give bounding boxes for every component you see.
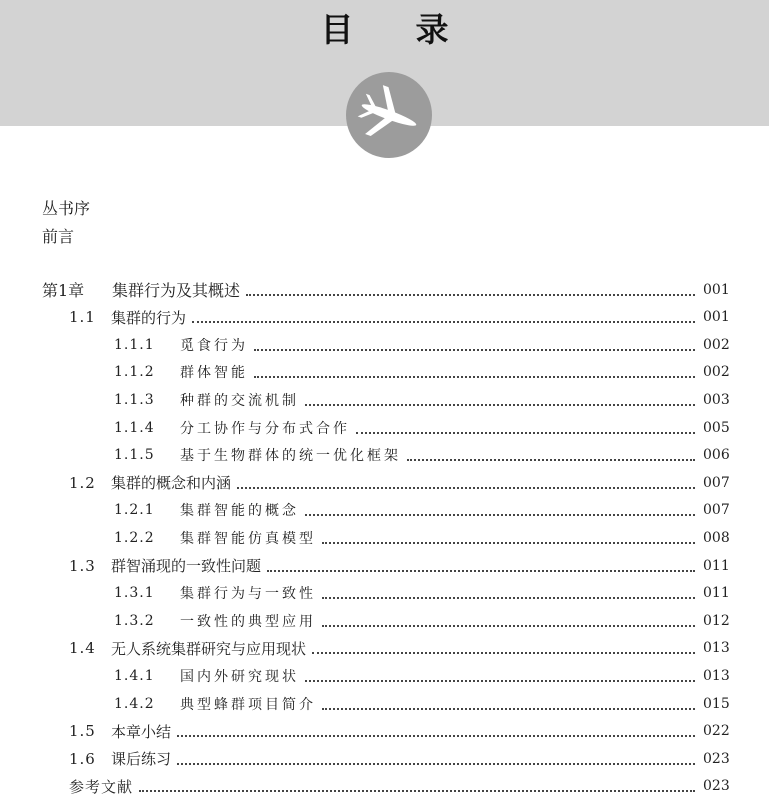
toc-entry-page: 012 (703, 612, 730, 629)
toc-entry-page: 006 (703, 447, 730, 464)
toc-entry-page: 005 (703, 419, 730, 436)
toc-entry-title[interactable]: 种群的交流机制 (180, 392, 299, 409)
toc-entry[interactable] (0, 607, 769, 634)
toc-entry[interactable] (0, 331, 769, 358)
toc-entry-number: 1.1.3 (114, 391, 155, 408)
toc-entry[interactable] (0, 359, 769, 386)
toc-entry-title[interactable]: 本章小结 (111, 722, 172, 741)
toc-entry[interactable] (0, 469, 769, 496)
toc-entry-page: 011 (703, 585, 730, 602)
toc-entry-number: 1.1.2 (114, 364, 155, 381)
toc-entry-page: 001 (703, 309, 730, 326)
toc-entry[interactable] (0, 718, 769, 745)
toc-entry[interactable] (0, 524, 769, 551)
toc-entry-number: 1.1 (69, 308, 96, 327)
toc-entry[interactable] (0, 745, 769, 772)
toc-entry-title[interactable]: 群体智能 (180, 365, 248, 382)
toc-entry-page: 023 (703, 750, 730, 767)
front-matter-preface[interactable]: 前言 (42, 227, 75, 246)
front-matter (42, 195, 90, 251)
airplane-icon (346, 72, 432, 158)
toc-dot-leader (254, 341, 695, 351)
toc-entry-title[interactable]: 国内外研究现状 (180, 668, 299, 685)
toc-entry-number: 1.1.1 (114, 336, 155, 353)
toc-entry-title[interactable]: 集群行为及其概述 (112, 281, 241, 300)
toc-entry-number: 1.3 (69, 556, 96, 575)
toc-entry-title[interactable]: 基于生物群体的统一优化框架 (180, 448, 401, 465)
toc-entry-page: 011 (703, 557, 730, 574)
toc-entry-title[interactable]: 无人系统集群研究与应用现状 (111, 639, 307, 658)
toc-entry-page: 022 (703, 723, 730, 740)
toc-entry-page: 013 (703, 640, 730, 657)
toc-entry-page: 002 (703, 336, 730, 353)
toc-entry-number: 1.1.4 (114, 419, 155, 436)
toc-entry-title[interactable]: 集群智能的概念 (180, 503, 299, 520)
toc-dot-leader (312, 644, 695, 654)
page-title: 目录 (320, 10, 511, 49)
toc-entry-number: 第1章 (42, 281, 85, 300)
toc-entry-number: 1.2.2 (114, 529, 155, 546)
toc-entry[interactable] (0, 386, 769, 413)
toc-entry-page: 007 (703, 502, 730, 519)
toc-entry-title[interactable]: 集群行为与一致性 (180, 586, 316, 603)
toc-entry-title[interactable]: 课后练习 (111, 750, 172, 769)
toc-dot-leader (246, 286, 695, 296)
toc-entry[interactable] (0, 552, 769, 579)
toc-entry[interactable] (0, 442, 769, 469)
toc-entry-number: 1.4.1 (114, 667, 155, 684)
toc-entry-page: 015 (703, 695, 730, 712)
toc-dot-leader (177, 755, 695, 765)
toc-dot-leader (322, 700, 695, 710)
toc-entry[interactable] (0, 690, 769, 717)
toc-entry[interactable] (0, 635, 769, 662)
toc-entry[interactable] (0, 304, 769, 331)
front-matter-series-preface[interactable]: 丛书序 (42, 199, 91, 218)
toc-entry[interactable] (0, 276, 769, 303)
toc-entry-page: 001 (703, 281, 730, 298)
toc-entry-title[interactable]: 参考文献 (69, 777, 134, 796)
toc-dot-leader (356, 424, 695, 434)
toc-entry-number: 1.2 (69, 473, 96, 492)
toc-dot-leader (322, 589, 695, 599)
toc-dot-leader (237, 479, 695, 489)
toc-dot-leader (407, 451, 695, 461)
toc-dot-leader (267, 562, 695, 572)
toc-dot-leader (254, 368, 695, 378)
toc-entry-number: 1.4.2 (114, 695, 155, 712)
toc-entry-title[interactable]: 集群智能仿真模型 (180, 530, 316, 547)
toc-entry-title[interactable]: 典型蜂群项目简介 (180, 696, 316, 713)
toc-entry-number: 1.5 (69, 722, 96, 741)
toc-entry-number: 1.2.1 (114, 502, 155, 519)
toc-entry-page: 023 (703, 778, 730, 795)
toc-dot-leader (322, 534, 695, 544)
toc-dot-leader (177, 727, 695, 737)
toc-entry-title[interactable]: 一致性的典型应用 (180, 613, 316, 630)
toc-entry-title[interactable]: 集群的概念和内涵 (111, 474, 232, 493)
toc-entry-title[interactable]: 群智涌现的一致性问题 (111, 557, 262, 575)
toc-entry-page: 013 (703, 667, 730, 684)
toc-entry-page: 007 (703, 474, 730, 491)
toc-entry[interactable] (0, 580, 769, 607)
toc-entry-number: 1.1.5 (114, 447, 155, 464)
toc-dot-leader (139, 782, 695, 792)
toc-entry-title[interactable]: 分工协作与分布式合作 (180, 420, 350, 437)
toc-entry[interactable] (0, 773, 769, 800)
toc-dot-leader (192, 313, 695, 323)
toc-dot-leader (305, 396, 695, 406)
toc-entry-page: 002 (703, 364, 730, 381)
toc-dot-leader (305, 672, 695, 682)
toc-entry[interactable] (0, 662, 769, 689)
toc-entry-page: 003 (703, 391, 730, 408)
toc-entry-number: 1.3.1 (114, 585, 155, 602)
toc-entry[interactable] (0, 497, 769, 524)
toc-entry[interactable] (0, 414, 769, 441)
toc-entry-number: 1.4 (69, 639, 96, 658)
toc-entry-number: 1.3.2 (114, 612, 155, 629)
toc-dot-leader (322, 617, 695, 627)
toc-entry-page: 008 (703, 529, 730, 546)
toc-entry-title[interactable]: 集群的行为 (111, 308, 187, 327)
toc-dot-leader (305, 506, 695, 516)
toc-entry-number: 1.6 (69, 749, 96, 768)
toc-entry-title[interactable]: 觅食行为 (180, 337, 248, 354)
